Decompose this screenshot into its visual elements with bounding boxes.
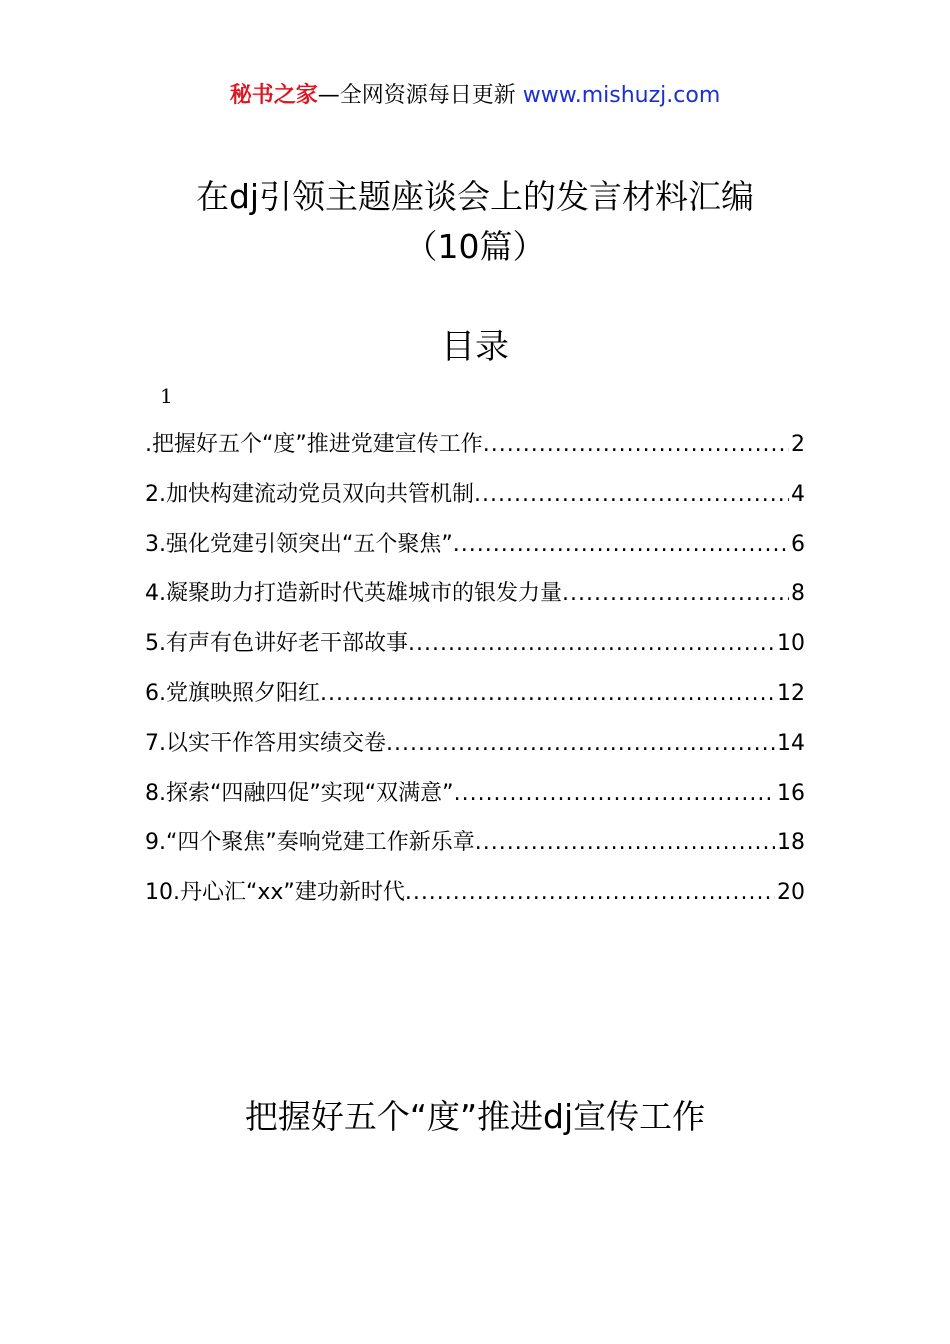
stray-number: 1 <box>160 384 173 408</box>
site-header <box>0 80 950 112</box>
toc-entry-label: 9.“四个聚焦”奏响党建工作新乐章 <box>145 830 475 856</box>
toc-entry-label: 7.以实干作答用实绩交卷 <box>145 730 386 756</box>
toc-entry[interactable] <box>145 722 805 772</box>
document-title-line1: 在dj引领主题座谈会上的发言材料汇编 <box>195 177 755 216</box>
toc-entry[interactable] <box>145 572 805 622</box>
document-title-line2: （10篇） <box>404 227 546 266</box>
toc-entry-page: 20 <box>777 880 805 906</box>
toc-entry-label: 3.强化党建引领突出“五个聚焦” <box>145 531 453 557</box>
toc-entry-page: 8 <box>791 581 805 607</box>
toc-entry[interactable] <box>145 423 805 473</box>
toc-entry[interactable] <box>145 672 805 722</box>
toc-leader <box>405 871 775 915</box>
toc-entry-page: 4 <box>791 481 805 507</box>
toc-entry-label: 2.加快构建流动党员双向共管机制 <box>145 481 474 507</box>
toc-leader <box>474 473 789 517</box>
section-title: 把握好五个“度”推进dj宣传工作 <box>244 1097 706 1136</box>
toc-leader <box>483 423 789 467</box>
toc-entry-page: 14 <box>777 730 805 756</box>
toc-leader <box>320 672 775 716</box>
toc-entry-label: 4.凝聚助力打造新时代英雄城市的银发力量 <box>145 581 562 607</box>
toc-leader <box>475 821 775 865</box>
toc-entry-page: 10 <box>777 631 805 657</box>
toc-leader <box>562 572 789 616</box>
toc-entry-label: 6.党旗映照夕阳红 <box>145 680 320 706</box>
toc-entry-page: 16 <box>777 780 805 806</box>
toc-entry-label: 8.探索“四融四促”实现“双满意” <box>145 780 454 806</box>
toc-entry[interactable] <box>145 821 805 871</box>
toc-entry-label: 10.丹心汇“xx”建功新时代 <box>145 880 405 906</box>
toc-entry[interactable] <box>145 871 805 921</box>
toc-leader <box>454 772 775 816</box>
toc-entry[interactable] <box>145 622 805 672</box>
toc-leader <box>408 622 775 666</box>
toc-entry[interactable] <box>145 523 805 573</box>
toc-entry-label: .把握好五个“度”推进党建宣传工作 <box>145 432 483 457</box>
toc-entry[interactable] <box>145 473 805 523</box>
toc-entry-page: 2 <box>791 432 805 457</box>
brand-name: 秘书之家 <box>229 83 318 108</box>
site-slogan: —全网资源每日更新 <box>317 83 516 108</box>
toc-entry[interactable] <box>145 772 805 822</box>
toc-entry-page: 6 <box>791 531 805 557</box>
toc-leader <box>453 523 789 567</box>
toc-entry-page: 18 <box>777 830 805 856</box>
document-title <box>0 172 950 272</box>
site-url-link[interactable]: www.mishuzj.com <box>522 83 721 108</box>
toc-leader <box>386 722 775 766</box>
toc-entry-page: 12 <box>777 680 805 706</box>
toc-entry-label: 5.有声有色讲好老干部故事 <box>145 631 408 657</box>
toc-heading: 目录 <box>441 327 509 367</box>
table-of-contents <box>145 423 805 921</box>
